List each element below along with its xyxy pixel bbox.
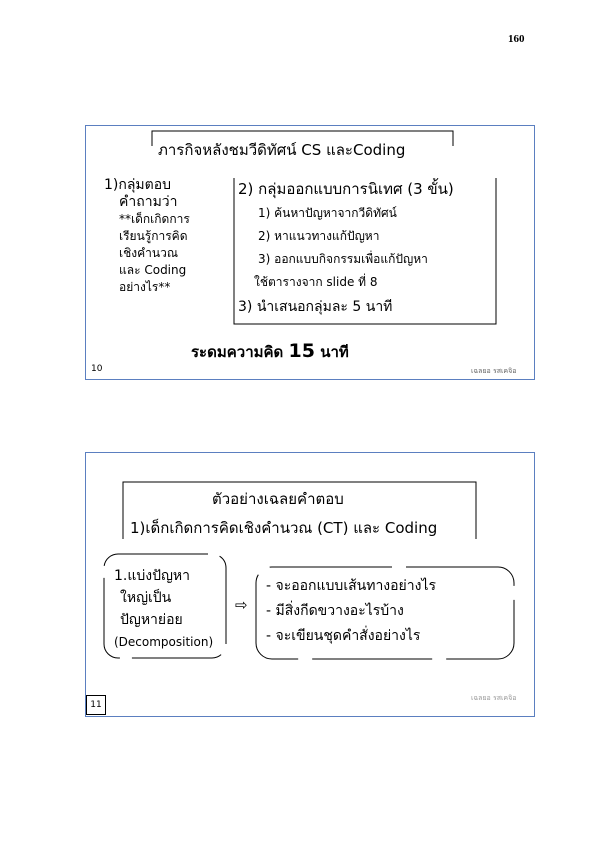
slide-11 (85, 452, 535, 717)
left-line: **เด็กเกิดการ (119, 212, 190, 226)
bullet-item: - จะเขียนชุดคำสั่งอย่างไร (266, 628, 421, 644)
slide-number: 11 (86, 695, 106, 715)
bullet-list (266, 574, 436, 649)
author-footer: เฉลยอ รสเคจิอ (471, 694, 517, 702)
right-heading: 2) กลุ่มออกแบบการนิเทศ (3 ขั้น) (238, 180, 454, 198)
box-line: 1.แบ่งปัญหา (114, 568, 191, 584)
decomposition-text (114, 565, 213, 653)
slide-title: ภารกิจหลังชมวีดิทัศน์ CS และCoding (158, 141, 406, 159)
brainstorm-minutes: 15 (288, 340, 315, 362)
box-line-en: (Decomposition) (114, 635, 214, 649)
left-line: เรียนรู้การคิด (119, 229, 188, 243)
brainstorm-unit: นาที (314, 343, 349, 361)
slide-subtitle: 1)เด็กเกิดการคิดเชิงคำนวณ (CT) และ Coding (130, 519, 438, 537)
box-line: ใหญ่เป็น (120, 590, 172, 606)
left-line: คำถามว่า (119, 194, 178, 210)
step-note: ใช้ตารางจาก slide ที่ 8 (254, 275, 378, 289)
page-number: 160 (508, 33, 525, 45)
bullet-item: - มีสิ่งกีดขวางอะไรบ้าง (266, 603, 404, 619)
left-line: 1)กลุ่มตอบ (104, 177, 172, 193)
brainstorm-label: ระดมความคิด (191, 343, 289, 361)
slide-number: 10 (91, 364, 103, 374)
right-steps (254, 202, 428, 294)
step-3: 3) ออกแบบกิจกรรมเพื่อแก้ปัญหา (258, 252, 428, 266)
present-instruction: 3) นำเสนอกลุ่มละ 5 นาที (238, 299, 393, 315)
step-1: 1) ค้นหาปัญหาจากวีดิทัศน์ (258, 206, 397, 220)
box-line: ปัญหาย่อย (120, 612, 183, 628)
bullet-item: - จะออกแบบเส้นทางอย่างไร (266, 578, 437, 594)
arrow-icon: ⇨ (235, 596, 248, 614)
brainstorm-time (191, 340, 349, 364)
left-line: อย่างไร** (119, 280, 171, 294)
left-question-block (104, 177, 190, 296)
left-line: และ Coding (119, 263, 187, 277)
slide-title: ตัวอย่างเฉลยคำตอบ (212, 490, 344, 508)
author-footer: เฉลยอ รสเคจิอ (471, 367, 517, 375)
slide-10 (85, 125, 535, 380)
left-line: เชิงคำนวณ (119, 246, 178, 260)
step-2: 2) หาแนวทางแก้ปัญหา (258, 229, 380, 243)
